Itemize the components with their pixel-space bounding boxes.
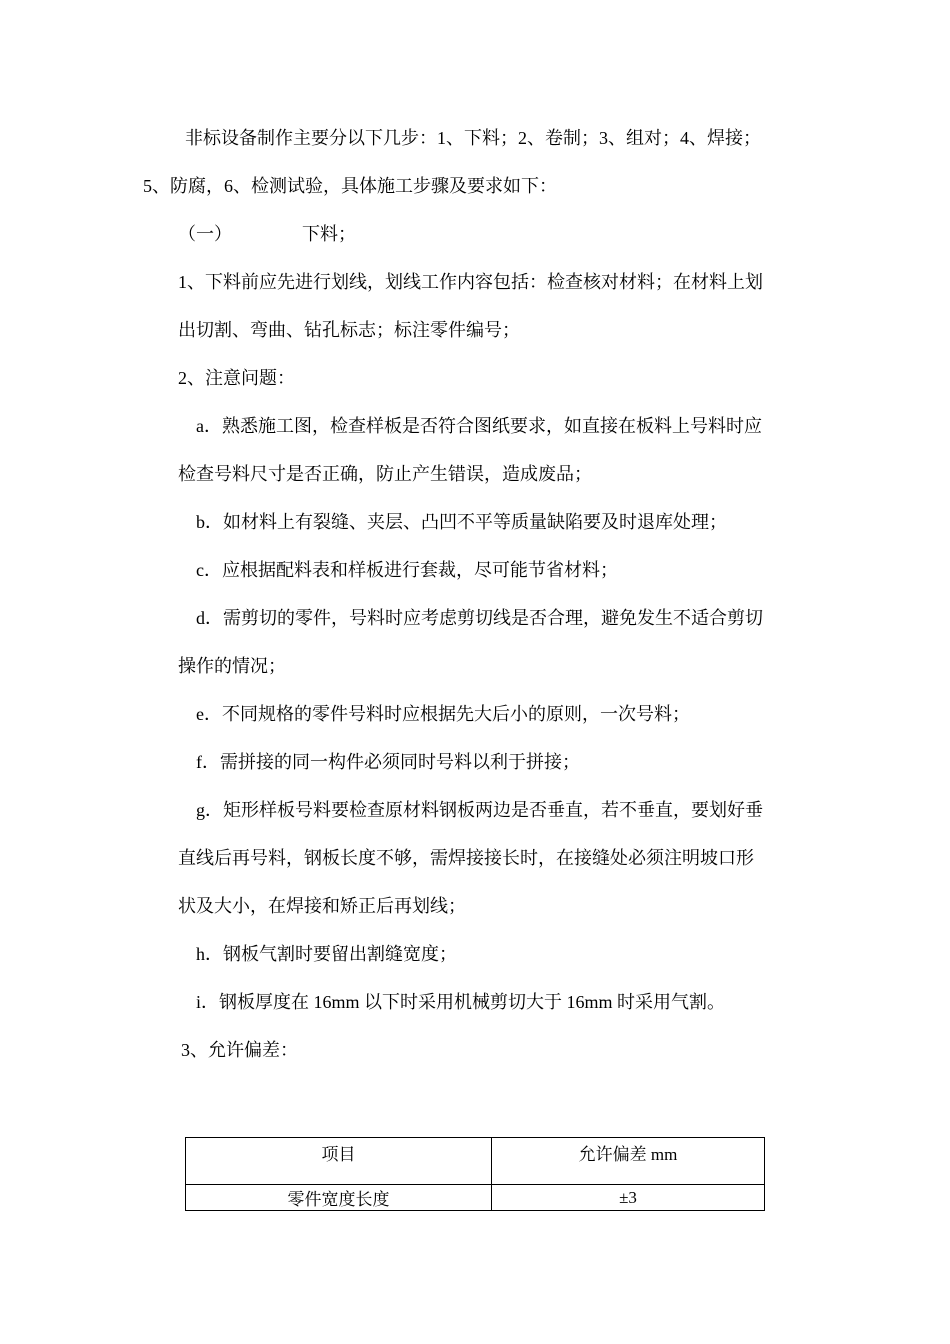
section-number: （一）	[178, 224, 232, 244]
table-cell-item: 零件宽度长度	[186, 1185, 492, 1211]
item-1-line-1: 1、下料前应先进行划线，划线工作内容包括：检查核对材料；在材料上划	[178, 272, 763, 292]
note-g-line-1: g．矩形样板号料要检查原材料钢板两边是否垂直，若不垂直，要划好垂	[196, 800, 763, 820]
note-b: b．如材料上有裂缝、夹层、凸凹不平等质量缺陷要及时退库处理；	[196, 512, 727, 532]
note-a-line-2: 检查号料尺寸是否正确，防止产生错误，造成废品；	[178, 464, 592, 484]
section-title: 下料；	[302, 224, 356, 244]
section-heading	[178, 222, 356, 246]
note-a-line-1: a．熟悉施工图，检查样板是否符合图纸要求，如直接在板料上号料时应	[196, 416, 762, 436]
item-1-line-2: 出切割、弯曲、钻孔标志；标注零件编号；	[178, 320, 520, 340]
note-i: i．钢板厚度在 16mm 以下时采用机械剪切大于 16mm 时采用气割。	[196, 992, 726, 1012]
table-header-item: 项目	[186, 1138, 492, 1185]
note-g-line-3: 状及大小，在焊接和矫正后再划线；	[178, 896, 466, 916]
note-f: f．需拼接的同一构件必须同时号料以利于拼接；	[196, 752, 580, 772]
item-2-heading: 2、注意问题：	[178, 368, 295, 388]
note-d-line-1: d．需剪切的零件，号料时应考虑剪切线是否合理，避免发生不适合剪切	[196, 608, 763, 628]
note-e: e．不同规格的零件号料时应根据先大后小的原则，一次号料；	[196, 704, 690, 724]
intro-line-2: 5、防腐，6、检测试验，具体施工步骤及要求如下：	[143, 176, 557, 196]
item-3-heading: 3、允许偏差：	[181, 1040, 298, 1060]
tolerance-table	[185, 1137, 765, 1211]
table-header-row	[186, 1138, 765, 1185]
table-row	[186, 1185, 765, 1211]
intro-line-1: 非标设备制作主要分以下几步：1、下料；2、卷制；3、组对；4、焊接；	[185, 128, 761, 148]
note-c: c．应根据配料表和样板进行套裁，尽可能节省材料；	[196, 560, 618, 580]
table-cell-tolerance: ±3	[492, 1185, 765, 1211]
note-h: h．钢板气割时要留出割缝宽度；	[196, 944, 457, 964]
note-d-line-2: 操作的情况；	[178, 656, 286, 676]
note-g-line-2: 直线后再号料，钢板长度不够，需焊接接长时，在接缝处必须注明坡口形	[178, 848, 754, 868]
table-header-tolerance: 允许偏差 mm	[492, 1138, 765, 1185]
